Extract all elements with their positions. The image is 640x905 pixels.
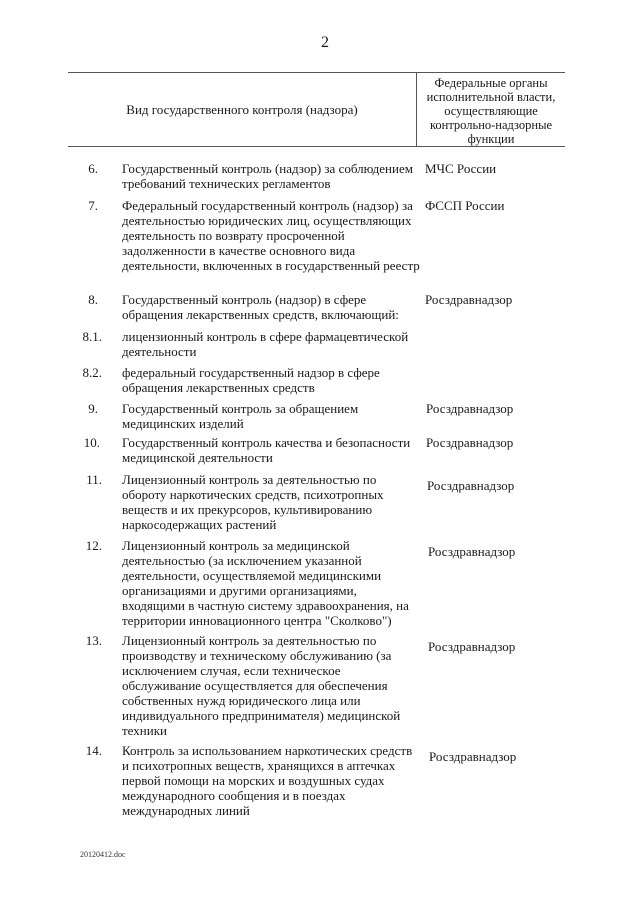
row-agency: ФССП России (425, 198, 505, 213)
row-agency: Росздравнадзор (426, 435, 514, 450)
row-number: 11. (86, 472, 102, 487)
row-agency: Росздравнадзор (425, 292, 513, 307)
row-number: 10. (83, 435, 100, 450)
row-description: Государственный контроль (надзор) за соблюдением требований технических регламентов (122, 161, 413, 191)
row-description: Лицензионный контроль за медицинской деятельностью (за исключением указанной деятельности, осуществляемой медицинскими организациями и другими организациями, входящими в частную систему здравоохранения, на территории инновационного центра "Сколково") (122, 538, 409, 628)
row-agency: Росздравнадзор (427, 478, 515, 493)
row-number: 6. (88, 161, 98, 176)
footer-filename: 20120412.doc (80, 850, 126, 859)
table-header (68, 72, 565, 147)
header-agencies (416, 73, 565, 146)
row-description: Контроль за использованием наркотических средств и психотропных веществ, хранящихся в аптечках первой помощи на морских и воздушных судах международного сообщения и в поездах международных линий (122, 743, 413, 818)
row-agency: Росздравнадзор (429, 749, 517, 764)
header-agencies-line: функции (467, 131, 515, 146)
row-description: Федеральный государственный контроль (надзор) за деятельностью юридических лиц, осуществляющих деятельность по возврату просроченной задолженности в качестве основного вида деятельности, включенных в государственный реестр (122, 198, 420, 273)
row-description: лицензионный контроль в сфере фармацевтической деятельности (122, 329, 409, 359)
row-description: Государственный контроль за обращением медицинских изделий (122, 401, 359, 431)
row-number: 13. (85, 633, 102, 648)
row-number: 12. (85, 538, 102, 553)
row-agency: Росздравнадзор (426, 401, 514, 416)
header-agencies-line: контрольно-надзорные (429, 117, 553, 132)
header-control-type: Вид государственного контроля (надзора) (126, 101, 358, 117)
header-agencies-line: Федеральные органы (434, 75, 548, 90)
row-description: Лицензионный контроль за деятельностью по обороту наркотических средств, психотропных веществ и их прекурсоров, культивированию наркосодержащих растений (122, 472, 384, 532)
row-agency: МЧС России (425, 161, 497, 176)
row-description: Государственный контроль (надзор) в сфере обращения лекарственных средств, включающий: (122, 292, 399, 322)
row-agency: Росздравнадзор (428, 544, 516, 559)
row-number: 7. (88, 198, 98, 213)
row-number: 9. (88, 401, 98, 416)
row-description: Государственный контроль качества и безопасности медицинской деятельности (122, 435, 411, 465)
header-agencies-line: исполнительной власти, (426, 89, 556, 104)
row-description: федеральный государственный надзор в сфере обращения лекарственных средств (122, 365, 380, 395)
row-agency: Росздравнадзор (428, 639, 516, 654)
row-number: 8. (88, 292, 98, 307)
row-description: Лицензионный контроль за деятельностью по производству и техническому обслуживанию (за исключением случая, если техническое обслуживание осуществляется для обеспечения собственных нужд юридического лица или индивидуального предпринимателя) медицинской техники (122, 633, 401, 738)
page-number: 2 (321, 34, 329, 51)
header-agencies-line: осуществляющие (444, 103, 538, 118)
row-number: 8.1. (82, 329, 102, 344)
row-number: 14. (85, 743, 102, 758)
row-number: 8.2. (82, 365, 102, 380)
